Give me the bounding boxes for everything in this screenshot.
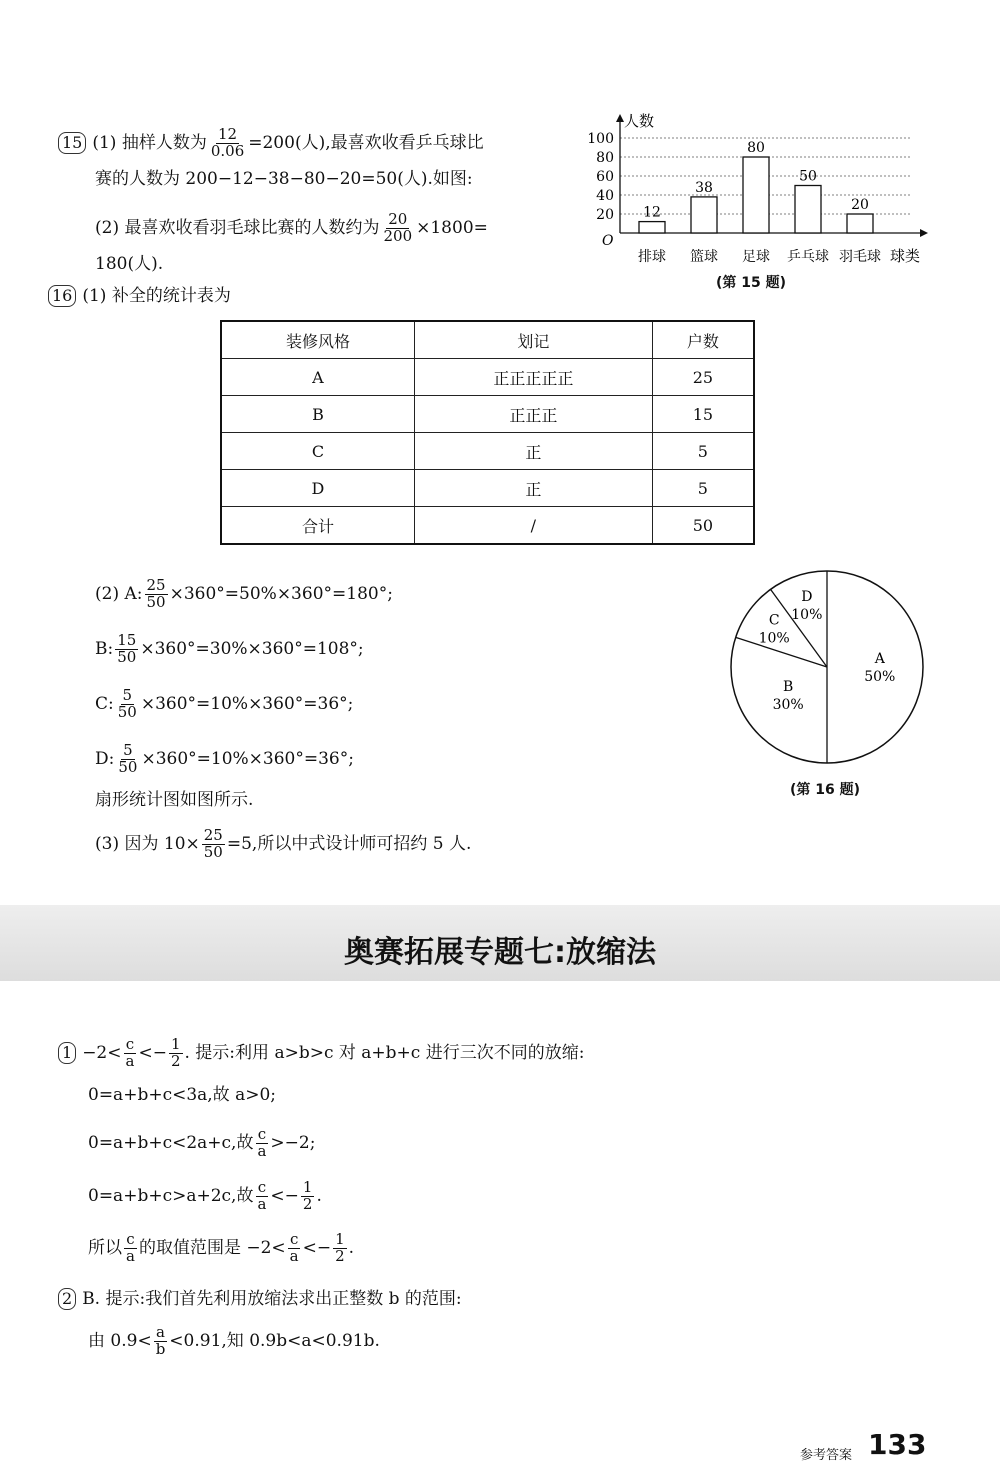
q16-part2-d: D: $\frac{5}{50}$ ×360°=10%×360°=36°;	[95, 741, 354, 776]
question-number: 1	[58, 1042, 76, 1064]
table-header: 装修风格	[221, 321, 414, 359]
category-label: 足球	[742, 249, 770, 265]
slice-label: C	[768, 612, 780, 629]
ex1-line-1: 1 −2< $\frac{c}{a}$ <− $\frac{1}{2}$ . 提示:利用 a>b>c 对 a+b+c 进行三次不同的放缩:	[58, 1037, 584, 1070]
pie-chart	[725, 565, 930, 770]
y-tick-label: 100	[587, 131, 614, 147]
fraction: $\frac{a}{b}$	[155, 1323, 166, 1358]
table-row	[221, 359, 754, 396]
table-cell: D	[221, 470, 414, 507]
data-label: 50	[799, 168, 817, 185]
q15-line-3: (2) 最喜欢收看羽毛球比赛的人数约为 $\frac{20}{200}$ ×1800=	[95, 210, 488, 245]
bar	[847, 214, 873, 233]
fraction: $\frac{25}{50}$	[203, 826, 223, 861]
data-label: 38	[695, 179, 713, 196]
y-tick-label: 60	[596, 169, 614, 185]
section-title: 奥赛拓展专题七:放缩法	[344, 935, 656, 970]
table-cell: 正正正正正	[414, 359, 652, 396]
category-label: 乒乓球	[787, 249, 829, 265]
page-number: 133	[868, 1428, 927, 1461]
ex1-line-4: 0=a+b+c>a+2c,故 $\frac{c}{a}$ <− $\frac{1}{2}$ .	[88, 1178, 322, 1213]
data-label: 12	[643, 204, 661, 221]
ex1-line-3: 0=a+b+c<2a+c,故 $\frac{c}{a}$ >−2;	[88, 1125, 316, 1160]
category-label: 篮球	[690, 249, 718, 265]
table-cell: 正	[414, 470, 652, 507]
ex2-line-2: 由 0.9< $\frac{a}{b}$ <0.91,知 0.9b<a<0.91b.	[88, 1323, 380, 1358]
table-row	[221, 433, 754, 470]
slice-label: A	[874, 651, 885, 667]
slice-percent: 10%	[758, 630, 790, 647]
fraction: $\frac{25}{50}$	[146, 576, 166, 611]
y-tick-label: 80	[596, 150, 614, 166]
question-number: 2	[58, 1288, 76, 1310]
fraction: $\frac{15}{50}$	[117, 631, 137, 666]
table-header-row	[221, 321, 754, 359]
fraction: $\frac{c}{a}$	[126, 1230, 135, 1265]
table-cell: B	[221, 396, 414, 433]
bar	[639, 222, 665, 233]
q16-part2-a: (2) A: $\frac{25}{50}$ ×360°=50%×360°=180°;	[95, 576, 393, 611]
figure-caption: (第 15 题)	[716, 275, 787, 291]
data-label: 80	[747, 140, 765, 156]
q16-part2-b: B: $\frac{15}{50}$ ×360°=30%×360°=108°;	[95, 631, 364, 666]
fraction: $\frac{c}{a}$	[257, 1125, 267, 1160]
ex1-line-5: 所以 $\frac{c}{a}$ 的取值范围是 −2< $\frac{c}{a}$ <− $\frac{1}{2}$ .	[88, 1230, 355, 1265]
category-label: 羽毛球	[839, 249, 881, 265]
fraction: $\frac{c}{a}$	[257, 1178, 267, 1213]
y-axis-arrow	[616, 114, 624, 122]
bar	[691, 197, 717, 233]
table-header: 户数	[652, 321, 754, 359]
ex2-line-1: 2 B. 提示:我们首先利用放缩法求出正整数 b 的范围:	[58, 1288, 462, 1310]
question-number: 15	[58, 132, 86, 154]
slice-label: B	[783, 679, 794, 696]
table-cell: 正	[414, 433, 652, 470]
q15-line-2: 赛的人数为 200−12−38−80−20=50(人).如图:	[95, 169, 473, 189]
fraction: $\frac{5}{50}$	[117, 686, 137, 721]
q16-line-1: 16 (1) 补全的统计表为	[48, 285, 231, 307]
table-cell: /	[414, 507, 652, 545]
table-cell: 15	[652, 396, 754, 433]
fraction: $\frac{1}{2}$	[170, 1035, 181, 1070]
q16-part3: (3) 因为 10× $\frac{25}{50}$ =5,所以中式设计师可招约 5 人.	[95, 826, 472, 861]
q16-part2-c: C: $\frac{5}{50}$ ×360°=10%×360°=36°;	[95, 686, 354, 721]
slice-label: D	[801, 588, 813, 605]
table-row	[221, 507, 754, 545]
fraction: $\frac{12}{0.06}$	[210, 125, 245, 160]
table-cell: 50	[652, 507, 754, 545]
slice-percent: 30%	[772, 697, 804, 714]
footer-label: 参考答案	[800, 1448, 853, 1463]
bar	[795, 186, 821, 234]
table-cell: 合计	[221, 507, 414, 545]
table-row	[221, 396, 754, 433]
x-axis-arrow	[920, 229, 928, 237]
fraction: $\frac{1}{2}$	[302, 1178, 313, 1213]
fraction: $\frac{20}{200}$	[383, 210, 413, 245]
table-cell: A	[221, 359, 414, 396]
slice-percent: 10%	[791, 606, 823, 623]
bar-chart	[580, 108, 930, 268]
origin-label: O	[602, 233, 614, 249]
fraction: $\frac{1}{2}$	[335, 1230, 345, 1265]
statistics-table	[220, 320, 755, 545]
y-tick-label: 40	[596, 188, 614, 204]
table-row	[221, 470, 754, 507]
q15-line-1: 15 (1) 抽样人数为 $\frac{12}{0.06}$ =200(人),最喜欢收看乒乓球比	[58, 127, 484, 160]
bar	[743, 157, 769, 233]
q16-part2-end: 扇形统计图如图所示.	[95, 790, 254, 810]
question-number: 16	[48, 285, 76, 307]
table-cell: 5	[652, 433, 754, 470]
figure-caption: (第 16 题)	[790, 782, 861, 798]
fraction: $\frac{c}{a}$	[125, 1035, 135, 1070]
category-label: 排球	[638, 249, 666, 265]
table-cell: 正正正	[414, 396, 652, 433]
table-header: 划记	[414, 321, 652, 359]
q15-line-4: 180(人).	[95, 254, 164, 274]
y-tick-label: 20	[596, 207, 614, 223]
fraction: $\frac{c}{a}$	[289, 1230, 299, 1265]
slice-percent: 50%	[864, 669, 896, 685]
x-axis-label: 球类	[890, 247, 921, 265]
ex1-line-2: 0=a+b+c<3a,故 a>0;	[88, 1085, 277, 1105]
table-cell: 5	[652, 470, 754, 507]
table-cell: C	[221, 433, 414, 470]
table-cell: 25	[652, 359, 754, 396]
fraction: $\frac{5}{50}$	[118, 741, 138, 776]
y-axis-label: 人数	[624, 112, 655, 130]
data-label: 20	[851, 197, 869, 213]
